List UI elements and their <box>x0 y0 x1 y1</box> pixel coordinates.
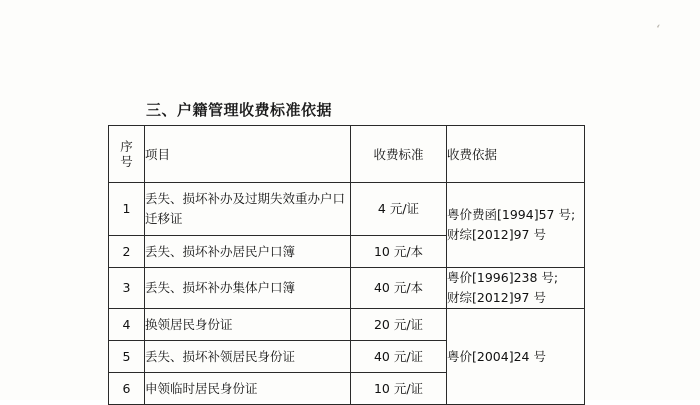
row-1-item <box>145 183 351 236</box>
header-cell-basis: 收费依据 <box>447 126 585 183</box>
header-cell-standard: 收费标准 <box>351 126 447 183</box>
row-6-standard: 10 元/证 <box>351 373 447 405</box>
header-no-line2: 号 <box>120 154 133 169</box>
row-5-item: 丢失、损坏补领居民身份证 <box>145 341 351 373</box>
row-4-standard: 20 元/证 <box>351 309 447 341</box>
scan-artifact-speck: ʻ <box>653 22 662 39</box>
row-4-no: 4 <box>109 309 145 341</box>
row-5-basis <box>447 309 585 405</box>
row-1-item-line2: 迁移证 <box>145 211 183 226</box>
row-2-basis-line1: 粤价[1996]238 号; <box>447 270 559 285</box>
row-1-standard: 4 元/证 <box>351 183 447 236</box>
header-cell-no <box>109 126 145 183</box>
row-1-basis <box>447 183 585 268</box>
row-2-item: 丢失、损坏补办居民户口簿 <box>145 236 351 268</box>
fee-standards-table <box>108 125 585 405</box>
row-3-basis <box>447 268 585 309</box>
row-2-no: 2 <box>109 236 145 268</box>
row-6-no: 6 <box>109 373 145 405</box>
row-5-basis-line1: 粤价[2004]24 号 <box>447 348 546 364</box>
row-1-basis-line2: 财综[2012]97 号 <box>447 227 546 242</box>
row-1-no: 1 <box>109 183 145 236</box>
table-header-row <box>109 126 585 183</box>
row-1-item-line1: 丢失、损坏补办及过期失效重办户口 <box>145 191 346 206</box>
header-cell-item: 项目 <box>145 126 351 183</box>
row-5-standard: 40 元/证 <box>351 341 447 373</box>
section-heading: 三、户籍管理收费标准依据 <box>146 101 333 119</box>
row-3-no: 3 <box>109 268 145 309</box>
table-row <box>109 268 585 309</box>
table-row <box>109 183 585 236</box>
row-3-basis-line1: 财综[2012]97 号 <box>447 290 546 305</box>
row-3-item: 丢失、损坏补办集体户口簿 <box>145 268 351 309</box>
row-2-standard: 10 元/本 <box>351 236 447 268</box>
row-6-item: 申领临时居民身份证 <box>145 373 351 405</box>
row-3-standard: 40 元/本 <box>351 268 447 309</box>
row-4-item: 换领居民身份证 <box>145 309 351 341</box>
header-no-line1: 序 <box>120 139 133 154</box>
row-5-no: 5 <box>109 341 145 373</box>
row-1-basis-line1: 粤价费函[1994]57 号; <box>447 207 576 222</box>
table-row <box>109 309 585 341</box>
